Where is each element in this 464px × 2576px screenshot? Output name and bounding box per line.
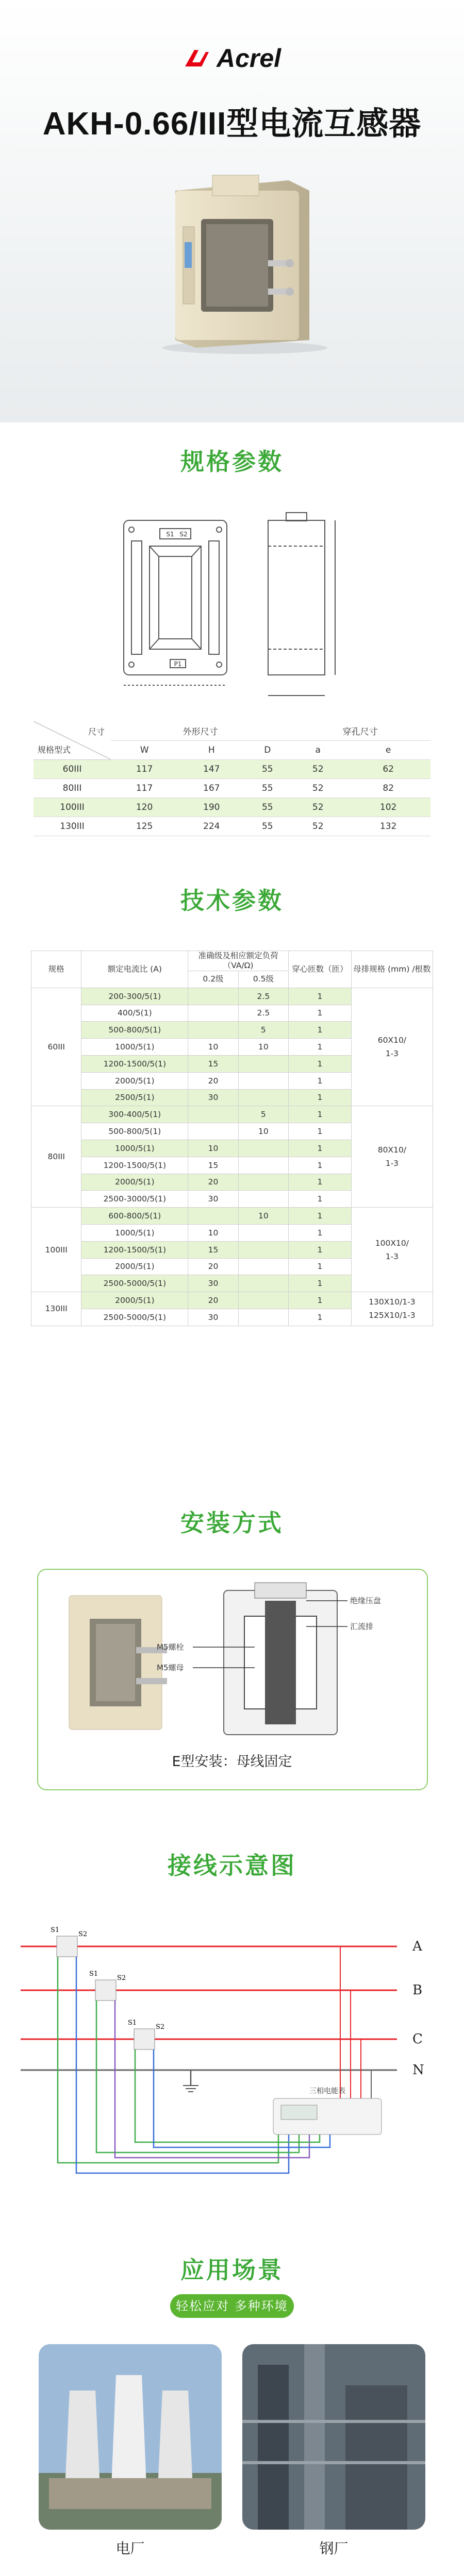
ct-1-s1: S1 bbox=[51, 1926, 60, 1934]
tech-cell: 20 bbox=[188, 1174, 238, 1191]
label-insulator: 绝缘压盘 bbox=[350, 1596, 382, 1605]
tech-cell: 20 bbox=[188, 1072, 238, 1089]
spec-col-a: a bbox=[290, 740, 346, 759]
scene-label-steel-plant: 钢厂 bbox=[319, 2540, 349, 2557]
spec-cell: 132 bbox=[346, 817, 430, 836]
tech-cell: 600-800/5(1) bbox=[81, 1208, 188, 1225]
tech-cell: 1 bbox=[289, 1224, 352, 1241]
phase-label-c: C bbox=[412, 2031, 423, 2047]
tech-busbar-cell bbox=[351, 1292, 433, 1326]
tech-cell: 1 bbox=[289, 1241, 352, 1258]
spec-cell: 224 bbox=[178, 817, 245, 836]
tech-cell: 1 bbox=[289, 1174, 352, 1191]
spec-group-outer: 外形尺寸 bbox=[111, 721, 290, 740]
table-row bbox=[34, 798, 430, 817]
drawing-label-p1: P1 bbox=[174, 660, 182, 668]
table-row bbox=[31, 988, 433, 1005]
tech-cell: 1 bbox=[289, 1258, 352, 1275]
phase-label-n: N bbox=[412, 2062, 424, 2078]
tech-cell: 1200-1500/5(1) bbox=[81, 1157, 188, 1174]
label-bolt: M5螺栓 bbox=[157, 1642, 184, 1652]
tech-cell bbox=[238, 1292, 288, 1309]
tech-cell: 1 bbox=[289, 1191, 352, 1208]
spec-group-hole: 穿孔尺寸 bbox=[290, 721, 430, 740]
spec-cell: 167 bbox=[178, 778, 245, 798]
spec-col-w: W bbox=[111, 740, 178, 759]
spec-cell: 55 bbox=[245, 798, 290, 817]
spec-model: 130III bbox=[34, 817, 111, 836]
tech-cell bbox=[188, 1208, 238, 1225]
tech-cell: 30 bbox=[188, 1191, 238, 1208]
wiring-diagram bbox=[21, 1916, 443, 2204]
tech-cell: 1 bbox=[289, 1106, 352, 1123]
tech-cell: 30 bbox=[188, 1309, 238, 1326]
dimension-drawing bbox=[113, 510, 356, 716]
energy-meter bbox=[273, 2087, 382, 2134]
busbar-line: 1-3 bbox=[385, 1251, 399, 1261]
wiring-section-title: 接线示意图 bbox=[168, 1852, 296, 1879]
spec-cell: 190 bbox=[178, 798, 245, 817]
install-caption: E型安装：母线固定 bbox=[172, 1754, 292, 1770]
tech-cell: 1 bbox=[289, 1275, 352, 1292]
tech-cell bbox=[238, 1157, 288, 1174]
tech-cell: 2000/5(1) bbox=[81, 1258, 188, 1275]
drawing-label-s2: S2 bbox=[179, 531, 188, 538]
tech-cell: 10 bbox=[238, 1123, 288, 1140]
tech-cell: 20 bbox=[188, 1292, 238, 1309]
tech-model-cell: 80III bbox=[31, 1106, 81, 1208]
busbar-line: 100X10/ bbox=[375, 1238, 409, 1248]
tech-col-model: 规格 bbox=[31, 951, 81, 988]
transformer-front-image bbox=[193, 1583, 347, 1735]
tech-cell: 2.5 bbox=[238, 988, 288, 1005]
tech-cell: 2500/5(1) bbox=[81, 1089, 188, 1106]
hero-section bbox=[0, 0, 464, 422]
tech-table bbox=[31, 951, 433, 1326]
ct-2 bbox=[89, 1970, 126, 2001]
tech-cell: 1000/5(1) bbox=[81, 1039, 188, 1056]
install-section-title: 安装方式 bbox=[180, 1509, 284, 1537]
tech-cell: 300-400/5(1) bbox=[81, 1106, 188, 1123]
spec-cell: 52 bbox=[290, 817, 346, 836]
spec-corner-bottom: 规格型式 bbox=[38, 744, 71, 755]
power-plant-image bbox=[39, 2344, 222, 2530]
phase-label-b: B bbox=[412, 1982, 423, 1998]
ct-3-s1: S1 bbox=[128, 2019, 137, 2027]
phase-label-a: A bbox=[412, 1939, 422, 1954]
busbar-line: 125X10/1-3 bbox=[369, 1311, 416, 1320]
tech-cell bbox=[238, 1191, 288, 1208]
busbar-line: 1-3 bbox=[385, 1049, 399, 1059]
tech-cell: 15 bbox=[188, 1241, 238, 1258]
tech-cell: 1 bbox=[289, 1039, 352, 1056]
tech-cell: 1 bbox=[289, 1072, 352, 1089]
table-row bbox=[31, 1106, 433, 1123]
busbar-line: 1-3 bbox=[385, 1159, 399, 1168]
tech-cell: 2500-5000/5(1) bbox=[81, 1309, 188, 1326]
steel-plant-image bbox=[242, 2344, 425, 2530]
transformer-photo bbox=[155, 170, 330, 355]
spec-corner-top: 尺寸 bbox=[88, 726, 105, 737]
tech-cell: 2000/5(1) bbox=[81, 1072, 188, 1089]
tech-cell: 400/5(1) bbox=[81, 1005, 188, 1022]
tech-cell bbox=[238, 1089, 288, 1106]
ct-3-s2: S2 bbox=[156, 2023, 165, 2031]
tech-cell: 1200-1500/5(1) bbox=[81, 1241, 188, 1258]
spec-cell: 55 bbox=[245, 759, 290, 778]
spec-model: 60III bbox=[34, 759, 111, 778]
ct-2-s2: S2 bbox=[117, 1974, 126, 1982]
tech-col-busbar: 母排规格 (mm) /根数 bbox=[351, 951, 433, 988]
table-row bbox=[34, 759, 430, 778]
tech-cell: 1000/5(1) bbox=[81, 1224, 188, 1241]
tech-model-cell: 60III bbox=[31, 988, 81, 1106]
tech-cell: 500-800/5(1) bbox=[81, 1022, 188, 1039]
tech-cell: 1 bbox=[289, 1123, 352, 1140]
tech-col-turns: 穿心匝数（匝） bbox=[289, 951, 352, 988]
tech-cell: 30 bbox=[188, 1089, 238, 1106]
spec-cell: 117 bbox=[111, 759, 178, 778]
tech-cell: 10 bbox=[188, 1224, 238, 1241]
tech-col-ratio: 额定电流比 (A) bbox=[81, 951, 188, 988]
table-row bbox=[31, 1292, 433, 1309]
tech-cell: 15 bbox=[188, 1157, 238, 1174]
tech-model-cell: 100III bbox=[31, 1208, 81, 1292]
tech-cell bbox=[238, 1174, 288, 1191]
brand-logo bbox=[0, 43, 464, 73]
scene-label-power-plant: 电厂 bbox=[115, 2540, 145, 2557]
tech-busbar-cell bbox=[351, 1106, 433, 1208]
tech-cell: 1200-1500/5(1) bbox=[81, 1055, 188, 1072]
label-nut: M5螺母 bbox=[157, 1663, 184, 1672]
tech-cell: 5 bbox=[238, 1022, 288, 1039]
ct-1-s2: S2 bbox=[78, 1930, 88, 1938]
tech-cell: 5 bbox=[238, 1106, 288, 1123]
ct-3 bbox=[128, 2019, 164, 2049]
tech-cell: 1 bbox=[289, 1022, 352, 1039]
tech-cell: 10 bbox=[238, 1039, 288, 1056]
ct-2-s1: S1 bbox=[89, 1970, 98, 1978]
product-title: AKH-0.66/III型电流互感器 bbox=[42, 106, 422, 142]
spec-corner-cell bbox=[34, 721, 111, 759]
application-badge: 轻松应对 多种环境 bbox=[170, 2294, 294, 2318]
tech-cell: 1 bbox=[289, 988, 352, 1005]
tech-cell bbox=[188, 1123, 238, 1140]
spec-cell: 102 bbox=[346, 798, 430, 817]
tech-cell: 2500-3000/5(1) bbox=[81, 1191, 188, 1208]
tech-cell: 1 bbox=[289, 1005, 352, 1022]
tech-cell bbox=[188, 1106, 238, 1123]
tech-cell: 1 bbox=[289, 1208, 352, 1225]
tech-cell bbox=[238, 1055, 288, 1072]
meter-label: 三相电能表 bbox=[309, 2087, 345, 2095]
application-section-title: 应用场景 bbox=[180, 2256, 284, 2284]
tech-cell: 1 bbox=[289, 1292, 352, 1309]
busbar-line: 60X10/ bbox=[377, 1036, 407, 1045]
brand-name: Acrel bbox=[217, 44, 281, 73]
tech-cell bbox=[188, 1022, 238, 1039]
tech-cell: 1 bbox=[289, 1055, 352, 1072]
tech-cell: 2.5 bbox=[238, 1005, 288, 1022]
spec-table bbox=[34, 721, 430, 836]
spec-table-body bbox=[34, 759, 430, 836]
tech-cell: 1 bbox=[289, 1089, 352, 1106]
spec-cell: 52 bbox=[290, 778, 346, 798]
tech-cell: 1 bbox=[289, 1140, 352, 1157]
tech-cell: 200-300/5(1) bbox=[81, 988, 188, 1005]
spec-cell: 125 bbox=[111, 817, 178, 836]
ground-icon bbox=[183, 2086, 198, 2092]
tech-cell: 10 bbox=[188, 1140, 238, 1157]
tech-cell bbox=[238, 1224, 288, 1241]
tech-busbar-cell bbox=[351, 988, 433, 1106]
tech-cell: 2500-5000/5(1) bbox=[81, 1275, 188, 1292]
tech-cell bbox=[188, 988, 238, 1005]
tech-col-class05: 0.5级 bbox=[238, 971, 288, 988]
tech-cell bbox=[238, 1275, 288, 1292]
tech-cell bbox=[238, 1072, 288, 1089]
tech-cell: 1 bbox=[289, 1309, 352, 1326]
tech-cell: 10 bbox=[238, 1208, 288, 1225]
tech-cell: 30 bbox=[188, 1275, 238, 1292]
tech-col-load: 准确级及相应额定负荷（VA/Ω) bbox=[188, 951, 289, 971]
tech-cell bbox=[238, 1309, 288, 1326]
tech-cell: 1 bbox=[289, 1157, 352, 1174]
table-row bbox=[31, 1208, 433, 1225]
busbar-line: 130X10/1-3 bbox=[369, 1297, 416, 1307]
spec-cell: 82 bbox=[346, 778, 430, 798]
tech-cell: 15 bbox=[188, 1055, 238, 1072]
spec-cell: 62 bbox=[346, 759, 430, 778]
tech-cell bbox=[238, 1140, 288, 1157]
table-row bbox=[34, 817, 430, 836]
tech-section-title: 技术参数 bbox=[180, 887, 284, 914]
busbar-line: 80X10/ bbox=[377, 1145, 407, 1155]
tech-cell: 10 bbox=[188, 1039, 238, 1056]
tech-model-cell: 130III bbox=[31, 1292, 81, 1326]
spec-section-title: 规格参数 bbox=[180, 448, 284, 476]
label-busbar: 汇流排 bbox=[350, 1622, 374, 1631]
ct-1 bbox=[51, 1926, 87, 1957]
transformer-side-image bbox=[69, 1596, 167, 1730]
tech-cell: 20 bbox=[188, 1258, 238, 1275]
spec-cell: 52 bbox=[290, 759, 346, 778]
install-illustration bbox=[38, 1570, 427, 1745]
tech-cell: 2000/5(1) bbox=[81, 1174, 188, 1191]
spec-model: 100III bbox=[34, 798, 111, 817]
spec-cell: 55 bbox=[245, 817, 290, 836]
tech-col-class02: 0.2级 bbox=[188, 971, 238, 988]
tech-busbar-cell bbox=[351, 1208, 433, 1292]
spec-model: 80III bbox=[34, 778, 111, 798]
voltage-wires bbox=[340, 1946, 371, 2101]
spec-cell: 120 bbox=[111, 798, 178, 817]
drawing-label-s1: S1 bbox=[166, 531, 174, 538]
table-row bbox=[34, 778, 430, 798]
acrel-logo-icon bbox=[183, 47, 211, 70]
tech-cell: 1000/5(1) bbox=[81, 1140, 188, 1157]
spec-cell: 117 bbox=[111, 778, 178, 798]
tech-cell bbox=[188, 1005, 238, 1022]
tech-cell: 2000/5(1) bbox=[81, 1292, 188, 1309]
tech-cell bbox=[238, 1258, 288, 1275]
spec-cell: 55 bbox=[245, 778, 290, 798]
spec-col-d: D bbox=[245, 740, 290, 759]
spec-col-h: H bbox=[178, 740, 245, 759]
spec-cell: 52 bbox=[290, 798, 346, 817]
spec-cell: 147 bbox=[178, 759, 245, 778]
tech-table-body bbox=[31, 988, 433, 1326]
tech-cell: 500-800/5(1) bbox=[81, 1123, 188, 1140]
tech-cell bbox=[238, 1241, 288, 1258]
spec-col-e: e bbox=[346, 740, 430, 759]
